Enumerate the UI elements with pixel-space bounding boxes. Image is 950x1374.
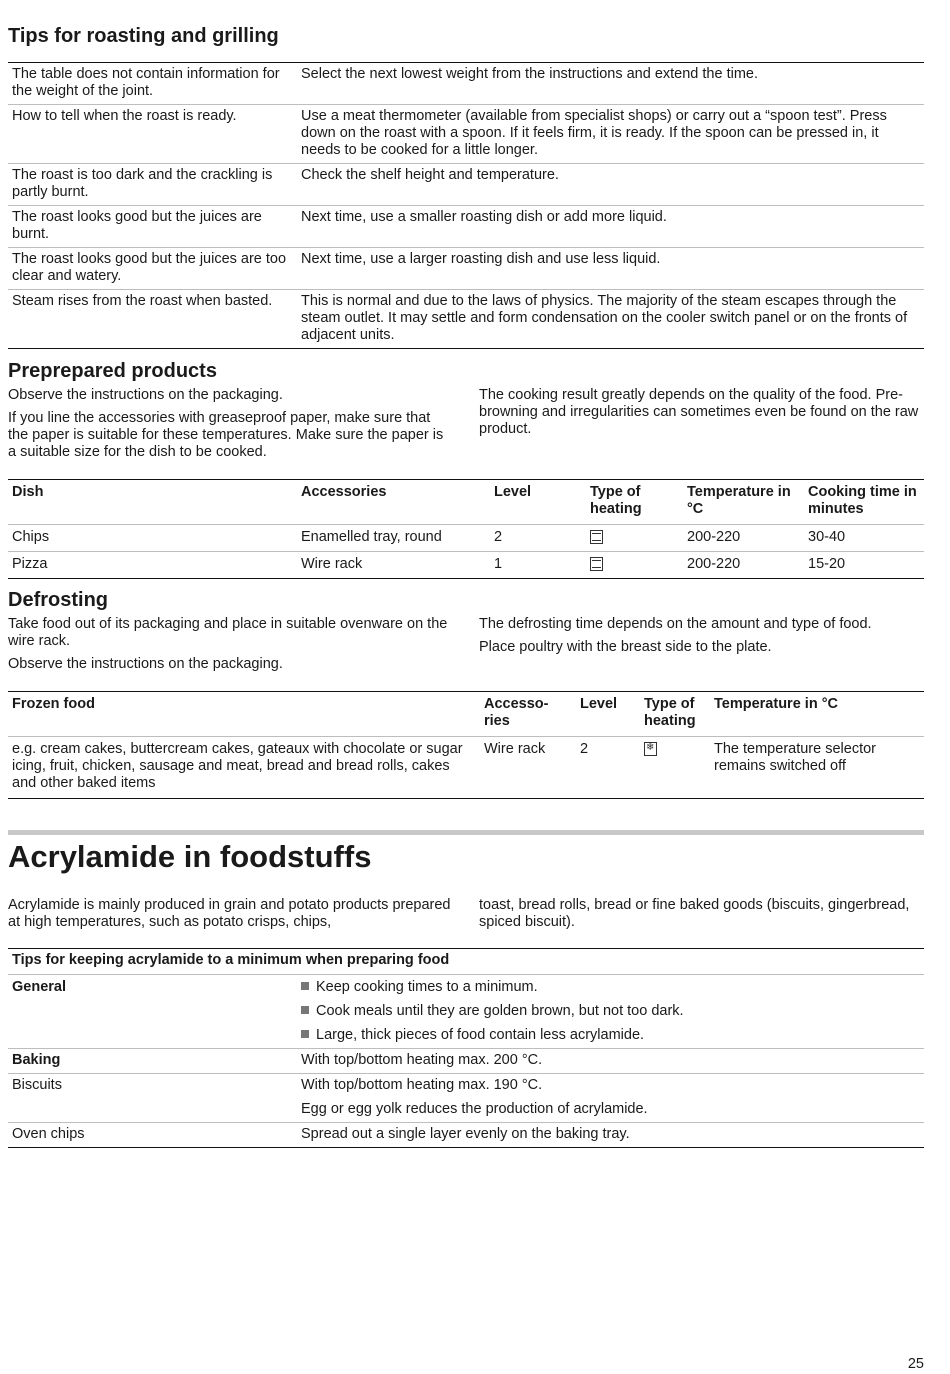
prepared-intro <box>8 387 924 467</box>
table-row <box>8 525 924 552</box>
oven-chips-text: Spread out a single layer evenly on the baking tray. <box>297 1123 924 1148</box>
col-temperature: Temperature in °C <box>710 692 924 737</box>
col-accessories: Accessories <box>297 480 490 525</box>
baking-text: With top/bottom heating max. 200 °C. <box>297 1049 924 1074</box>
table-row <box>8 164 924 206</box>
list-item <box>301 979 920 996</box>
table-row <box>8 290 924 349</box>
level-cell: 2 <box>576 737 640 799</box>
cooking-time-cell: 15-20 <box>804 552 924 579</box>
col-cooking-time: Cooking time in minutes <box>804 480 924 525</box>
acrylamide-table-title: Tips for keeping acrylamide to a minimum when preparing food <box>12 952 450 968</box>
defrost-right-p2: Place poultry with the breast side to the plate. <box>479 639 772 655</box>
table-row <box>8 1049 924 1074</box>
roasting-tips-table <box>8 62 924 349</box>
solution-cell: Next time, use a larger roasting dish and use less liquid. <box>297 248 924 290</box>
col-heating: Type of heating <box>640 692 710 737</box>
list-item-text: Large, thick pieces of food contain less acrylamide. <box>316 1027 645 1043</box>
baking-label: Baking <box>8 1049 297 1074</box>
oven-chips-label: Oven chips <box>8 1123 297 1148</box>
bullet-icon <box>301 1006 309 1014</box>
table-row <box>8 63 924 105</box>
problem-cell: Steam rises from the roast when basted. <box>8 290 297 349</box>
accessories-cell: Wire rack <box>480 737 576 799</box>
prepared-right-p1: The cooking result greatly depends on the quality of the food. Pre-browning and irregularities can sometimes even be found on the raw product. <box>479 387 919 437</box>
dish-cell: Chips <box>8 525 297 552</box>
list-item-text: Cook meals until they are golden brown, but not too dark. <box>316 1003 684 1019</box>
defrost-right-p1: The defrosting time depends on the amount and type of food. <box>479 616 872 632</box>
frozen-food-cell: e.g. cream cakes, buttercream cakes, gateaux with chocolate or sugar icing, fruit, chicken, sausage and meat, bread and bread rolls, cakes and other baked items <box>8 737 480 799</box>
section-divider <box>8 830 924 835</box>
defrost-table <box>8 691 924 799</box>
solution-cell: Select the next lowest weight from the instructions and extend the time. <box>297 63 924 105</box>
table-row <box>8 248 924 290</box>
biscuits-text-2: Egg or egg yolk reduces the production of acrylamide. <box>301 1101 648 1117</box>
bullet-icon <box>301 1030 309 1038</box>
prepared-left-p1: Observe the instructions on the packaging. <box>8 387 283 403</box>
table-row <box>8 737 924 799</box>
roasting-heading: Tips for roasting and grilling <box>8 25 279 47</box>
col-level: Level <box>490 480 586 525</box>
table-row <box>8 105 924 164</box>
solution-cell: Check the shelf height and temperature. <box>297 164 924 206</box>
defrost-heading: Defrosting <box>8 589 108 611</box>
problem-cell: The table does not contain information for the weight of the joint. <box>8 63 297 105</box>
defrost-left-p1: Take food out of its packaging and place in suitable ovenware on the wire rack. <box>8 616 448 649</box>
problem-cell: The roast is too dark and the crackling is partly burnt. <box>8 164 297 206</box>
top-bottom-heating-icon <box>590 530 603 544</box>
solution-cell: Next time, use a smaller roasting dish or add more liquid. <box>297 206 924 248</box>
accessories-cell: Enamelled tray, round <box>297 525 490 552</box>
dish-cell: Pizza <box>8 552 297 579</box>
temperature-cell: 200-220 <box>683 525 804 552</box>
solution-cell: This is normal and due to the laws of physics. The majority of the steam escapes through the steam outlet. It may settle and form condensation on the cooler switch panel or on the fronts of adjacent units. <box>297 290 924 349</box>
col-accessories: Accesso-ries <box>480 692 576 737</box>
temperature-cell: 200-220 <box>683 552 804 579</box>
acrylamide-intro <box>8 897 924 937</box>
col-dish: Dish <box>8 480 297 525</box>
table-row <box>8 1074 924 1123</box>
col-temperature: Temperature in °C <box>683 480 804 525</box>
problem-cell: The roast looks good but the juices are too clear and watery. <box>8 248 297 290</box>
acrylamide-table <box>8 948 924 1148</box>
acrylamide-heading: Acrylamide in foodstuffs <box>8 839 372 874</box>
table-row <box>8 1123 924 1148</box>
problem-cell: The roast looks good but the juices are burnt. <box>8 206 297 248</box>
general-label: General <box>8 975 297 1049</box>
col-frozen-food: Frozen food <box>8 692 480 737</box>
accessories-cell: Wire rack <box>297 552 490 579</box>
defrost-icon <box>644 742 657 756</box>
table-row <box>8 552 924 579</box>
level-cell: 1 <box>490 552 586 579</box>
level-cell: 2 <box>490 525 586 552</box>
problem-cell: How to tell when the roast is ready. <box>8 105 297 164</box>
top-bottom-heating-icon <box>590 557 603 571</box>
table-row <box>8 206 924 248</box>
col-heating: Type of heating <box>586 480 683 525</box>
list-item <box>301 1027 920 1044</box>
solution-cell: Use a meat thermometer (available from specialist shops) or carry out a “spoon test”. Press down on the roast with a spoon. If it feels firm, it is ready. If the spoon can be pressed in, it needs to be cooked for a little longer. <box>297 105 924 164</box>
general-list <box>297 975 924 1049</box>
page-number: 25 <box>907 1356 924 1372</box>
list-item-text: Keep cooking times to a minimum. <box>316 979 538 995</box>
prepared-table <box>8 479 924 579</box>
col-level: Level <box>576 692 640 737</box>
cooking-time-cell: 30-40 <box>804 525 924 552</box>
defrost-intro <box>8 616 924 679</box>
acrylamide-left-p: Acrylamide is mainly produced in grain and potato products prepared at high temperatures, such as potato crisps, chips, <box>8 897 451 930</box>
list-item <box>301 1003 920 1020</box>
defrost-left-p2: Observe the instructions on the packaging. <box>8 656 283 672</box>
temperature-cell: The temperature selector remains switched off <box>710 737 924 799</box>
bullet-icon <box>301 982 309 990</box>
acrylamide-right-p: toast, bread rolls, bread or fine baked goods (biscuits, gingerbread, spiced biscuit). <box>479 897 910 930</box>
biscuits-label: Biscuits <box>8 1074 297 1123</box>
prepared-heading: Preprepared products <box>8 360 217 382</box>
table-row <box>8 975 924 1049</box>
prepared-left-p2: If you line the accessories with greaseproof paper, make sure that the paper is suitable for these temperatures. Make sure the paper is a suitable size for the dish to be cooked. <box>8 410 444 460</box>
biscuits-text-1: With top/bottom heating max. 190 °C. <box>301 1077 543 1093</box>
